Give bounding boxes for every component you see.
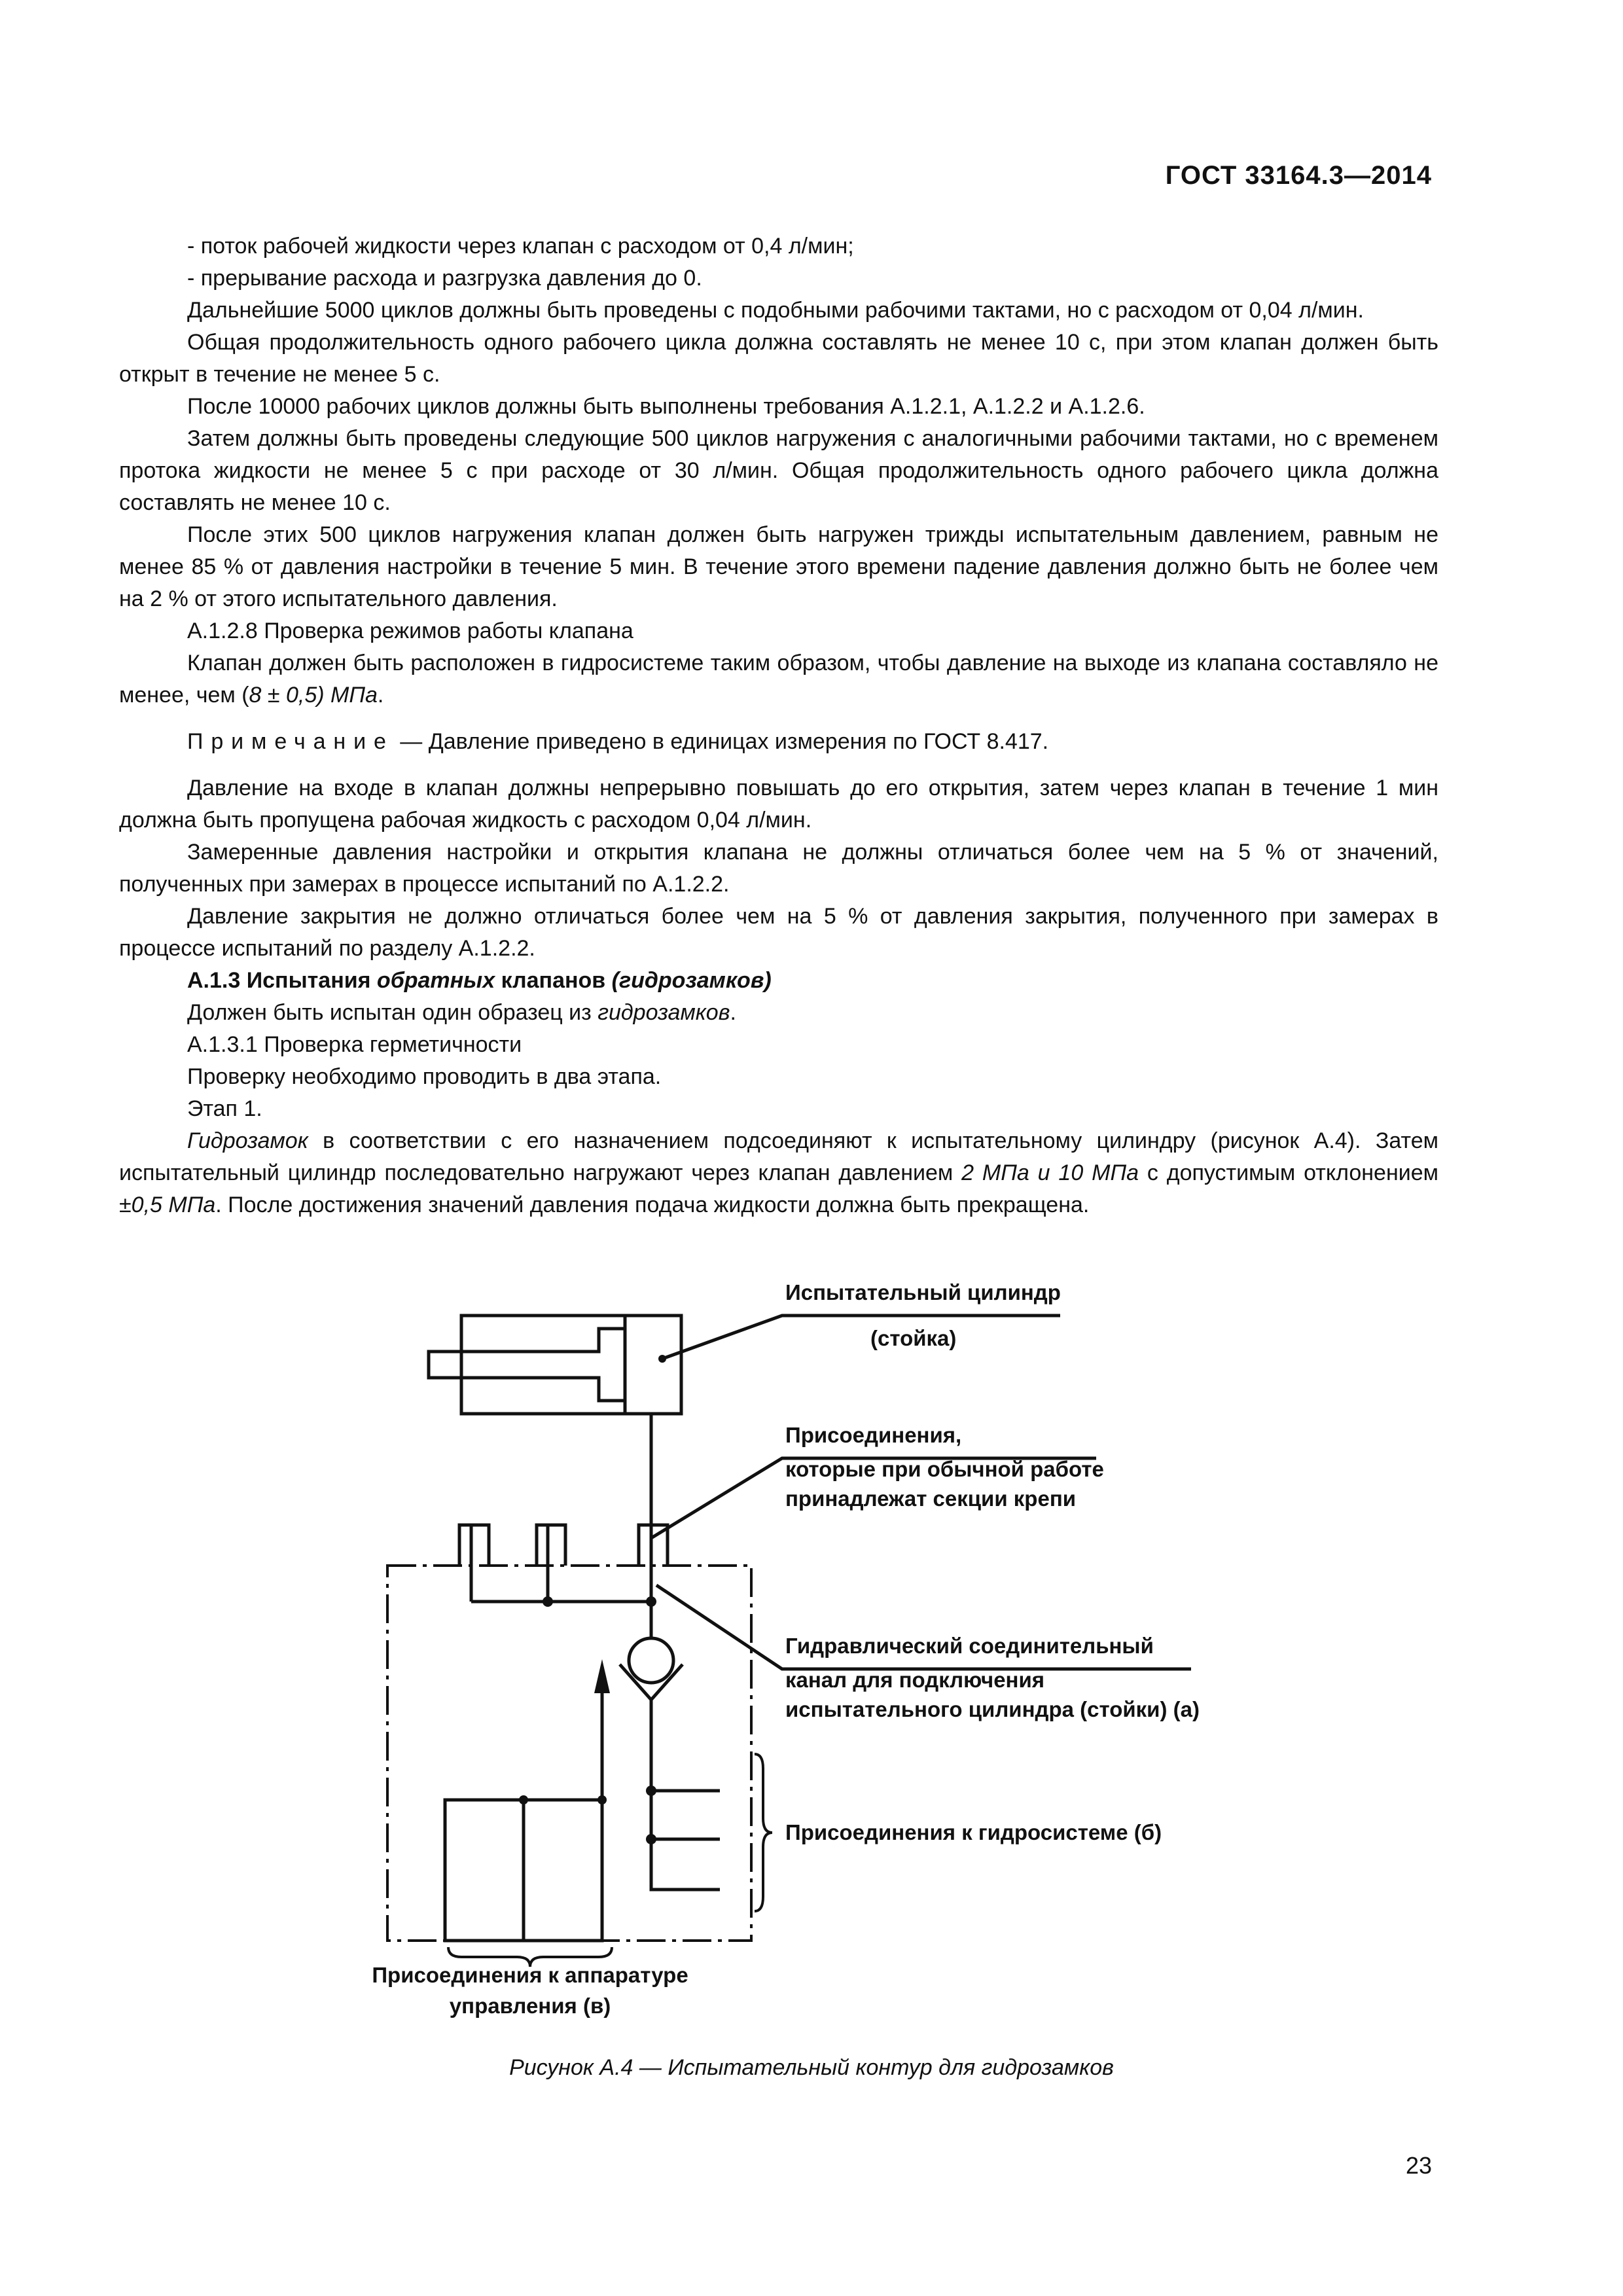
text-run-italic: Гидрозамок xyxy=(187,1128,308,1153)
junction-dot xyxy=(543,1596,553,1607)
label-channel: Гидравлический соединительный xyxy=(785,1634,1154,1658)
control-line xyxy=(524,1685,602,1800)
junction-dot xyxy=(597,1795,607,1804)
note-label: Примечание xyxy=(187,729,394,754)
paragraph xyxy=(119,997,1438,1029)
figure-caption: Рисунок А.4 — Испытательный контур для гидрозамков xyxy=(509,2055,1114,2080)
text-run-italic: гидрозамков xyxy=(597,1000,730,1025)
top-connector-right xyxy=(639,1414,668,1602)
text-run-italic: 2 МПа и 10 МПа xyxy=(961,1160,1139,1185)
cylinder-leader xyxy=(662,1316,1060,1359)
check-valve-ball xyxy=(629,1638,673,1683)
junction-dot xyxy=(646,1785,656,1796)
paragraph xyxy=(119,647,1438,711)
section-heading xyxy=(119,965,1438,997)
paragraph: Дальнейшие 5000 циклов должны быть проведены с подобными рабочими тактами, но с расходом от 0,04 л/мин. xyxy=(187,298,1364,323)
label-connections-line2: которые при обычной работе xyxy=(785,1457,1104,1481)
text-run: Должен быть испытан один образец из xyxy=(187,1000,598,1025)
paragraph: - поток рабочей жидкости через клапан с расходом от 0,4 л/мин; xyxy=(187,234,854,259)
block-frame xyxy=(387,1566,751,1941)
label-cylinder-sub: (стойка) xyxy=(870,1326,957,1350)
section-heading: А.1.3.1 Проверка герметичности xyxy=(187,1032,522,1057)
paragraph: Проверку необходимо проводить в два этапа. xyxy=(187,1064,662,1089)
text-run-italic: (гидрозамков) xyxy=(611,968,772,993)
note xyxy=(119,726,1438,758)
top-connector-mid xyxy=(537,1525,565,1602)
label-cylinder: Испытательный цилиндр xyxy=(785,1280,1061,1304)
top-connector-left xyxy=(459,1525,489,1602)
label-control-line2: управления (в) xyxy=(449,1994,611,2018)
text-run: А.1.3 Испытания xyxy=(187,968,377,993)
arrow-head xyxy=(594,1659,610,1693)
text-run: в соответствии с его назначением подсоединяют к испытательному цилиндру (рисунок А.4). Затем испытательный цилиндр последовательно нагружают через клапан давлением xyxy=(119,1128,1438,1185)
text-run-italic: ±0,5 МПа xyxy=(119,1193,216,1217)
paragraph: После 10000 рабочих циклов должны быть выполнены требования А.1.2.1, А.1.2.2 и А.1.2.6. xyxy=(187,394,1145,419)
paragraph: Давление на входе в клапан должны непрерывно повышать до его открытия, затем через клапан в течение 1 мин должна быть пропущена рабочая жидкость с расходом 0,04 л/мин. xyxy=(119,776,1438,833)
note-text: — Давление приведено в единицах измерения по ГОСТ 8.417. xyxy=(393,729,1049,754)
label-connections: Присоединения, xyxy=(785,1423,962,1447)
text-run-italic: обратных xyxy=(376,968,495,993)
paragraph xyxy=(119,1125,1438,1221)
paragraph: Общая продолжительность одного рабочего цикла должна составлять не менее 10 с, при этом клапан должен быть открыт в течение не менее 5 с. xyxy=(119,330,1438,387)
label-hydrosystem: Присоединения к гидросистеме (б) xyxy=(785,1820,1162,1844)
label-connections-line3: принадлежат секции крепи xyxy=(785,1486,1077,1511)
section-heading: А.1.2.8 Проверка режимов работы клапана xyxy=(187,619,633,643)
text-run: с допустимым отклонением xyxy=(1139,1160,1438,1185)
text-run: клапанов xyxy=(495,968,612,993)
hydrosystem-brace xyxy=(755,1754,772,1911)
paragraph: Затем должны быть проведены следующие 500 циклов нагружения с аналогичными рабочими тактами, но с временем протока жидкости не менее 5 с при расходе от 30 л/мин. Общая продолжительность одного рабочего цикла должна составлять не менее 10 с. xyxy=(119,426,1438,515)
text-run: . После достижения значений давления подача жидкости должна быть прекращена. xyxy=(215,1193,1090,1217)
junction-dot xyxy=(519,1795,528,1804)
valve-line-bottom xyxy=(651,1700,720,1890)
label-channel-line2: канал для подключения xyxy=(785,1668,1045,1692)
junction-dot xyxy=(646,1834,656,1844)
paragraph: Этап 1. xyxy=(187,1096,262,1121)
document-header: ГОСТ 33164.3—2014 xyxy=(1165,161,1432,190)
paragraph: Давление закрытия не должно отличаться более чем на 5 % от давления закрытия, полученного при замерах в процессе испытаний по разделу А.1.2.2. xyxy=(119,904,1438,961)
text-run: Клапан должен быть расположен в гидросистеме таким образом, чтобы давление на выходе из клапана составляло не менее, чем ( xyxy=(119,651,1438,708)
label-channel-line3: испытательного цилиндра (стойки) (а) xyxy=(785,1697,1200,1721)
document-body xyxy=(119,230,1438,1221)
paragraph: - прерывание расхода и разгрузка давления до 0. xyxy=(187,266,702,291)
paragraph: После этих 500 циклов нагружения клапан должен быть нагружен трижды испытательным давлением, равным не менее 85 % от давления настройки в течение 5 мин. В течение этого времени падение давления должно быть не более чем на 2 % от этого испытательного давления. xyxy=(119,522,1438,611)
text-run: . xyxy=(377,683,384,708)
cylinder-piston xyxy=(429,1316,625,1414)
text-run-italic: 8 ± 0,5) МПа xyxy=(249,683,378,708)
cylinder-body xyxy=(461,1316,681,1414)
text-run: . xyxy=(730,1000,736,1025)
figure-a4 xyxy=(0,1280,1623,2055)
paragraph: Замеренные давления настройки и открытия клапана не должны отличаться более чем на 5 % от значений, полученных при замерах в процессе испытаний по А.1.2.2. xyxy=(119,840,1438,897)
page-number: 23 xyxy=(1405,2152,1432,2179)
label-control: Присоединения к аппаратуре xyxy=(372,1963,688,1987)
